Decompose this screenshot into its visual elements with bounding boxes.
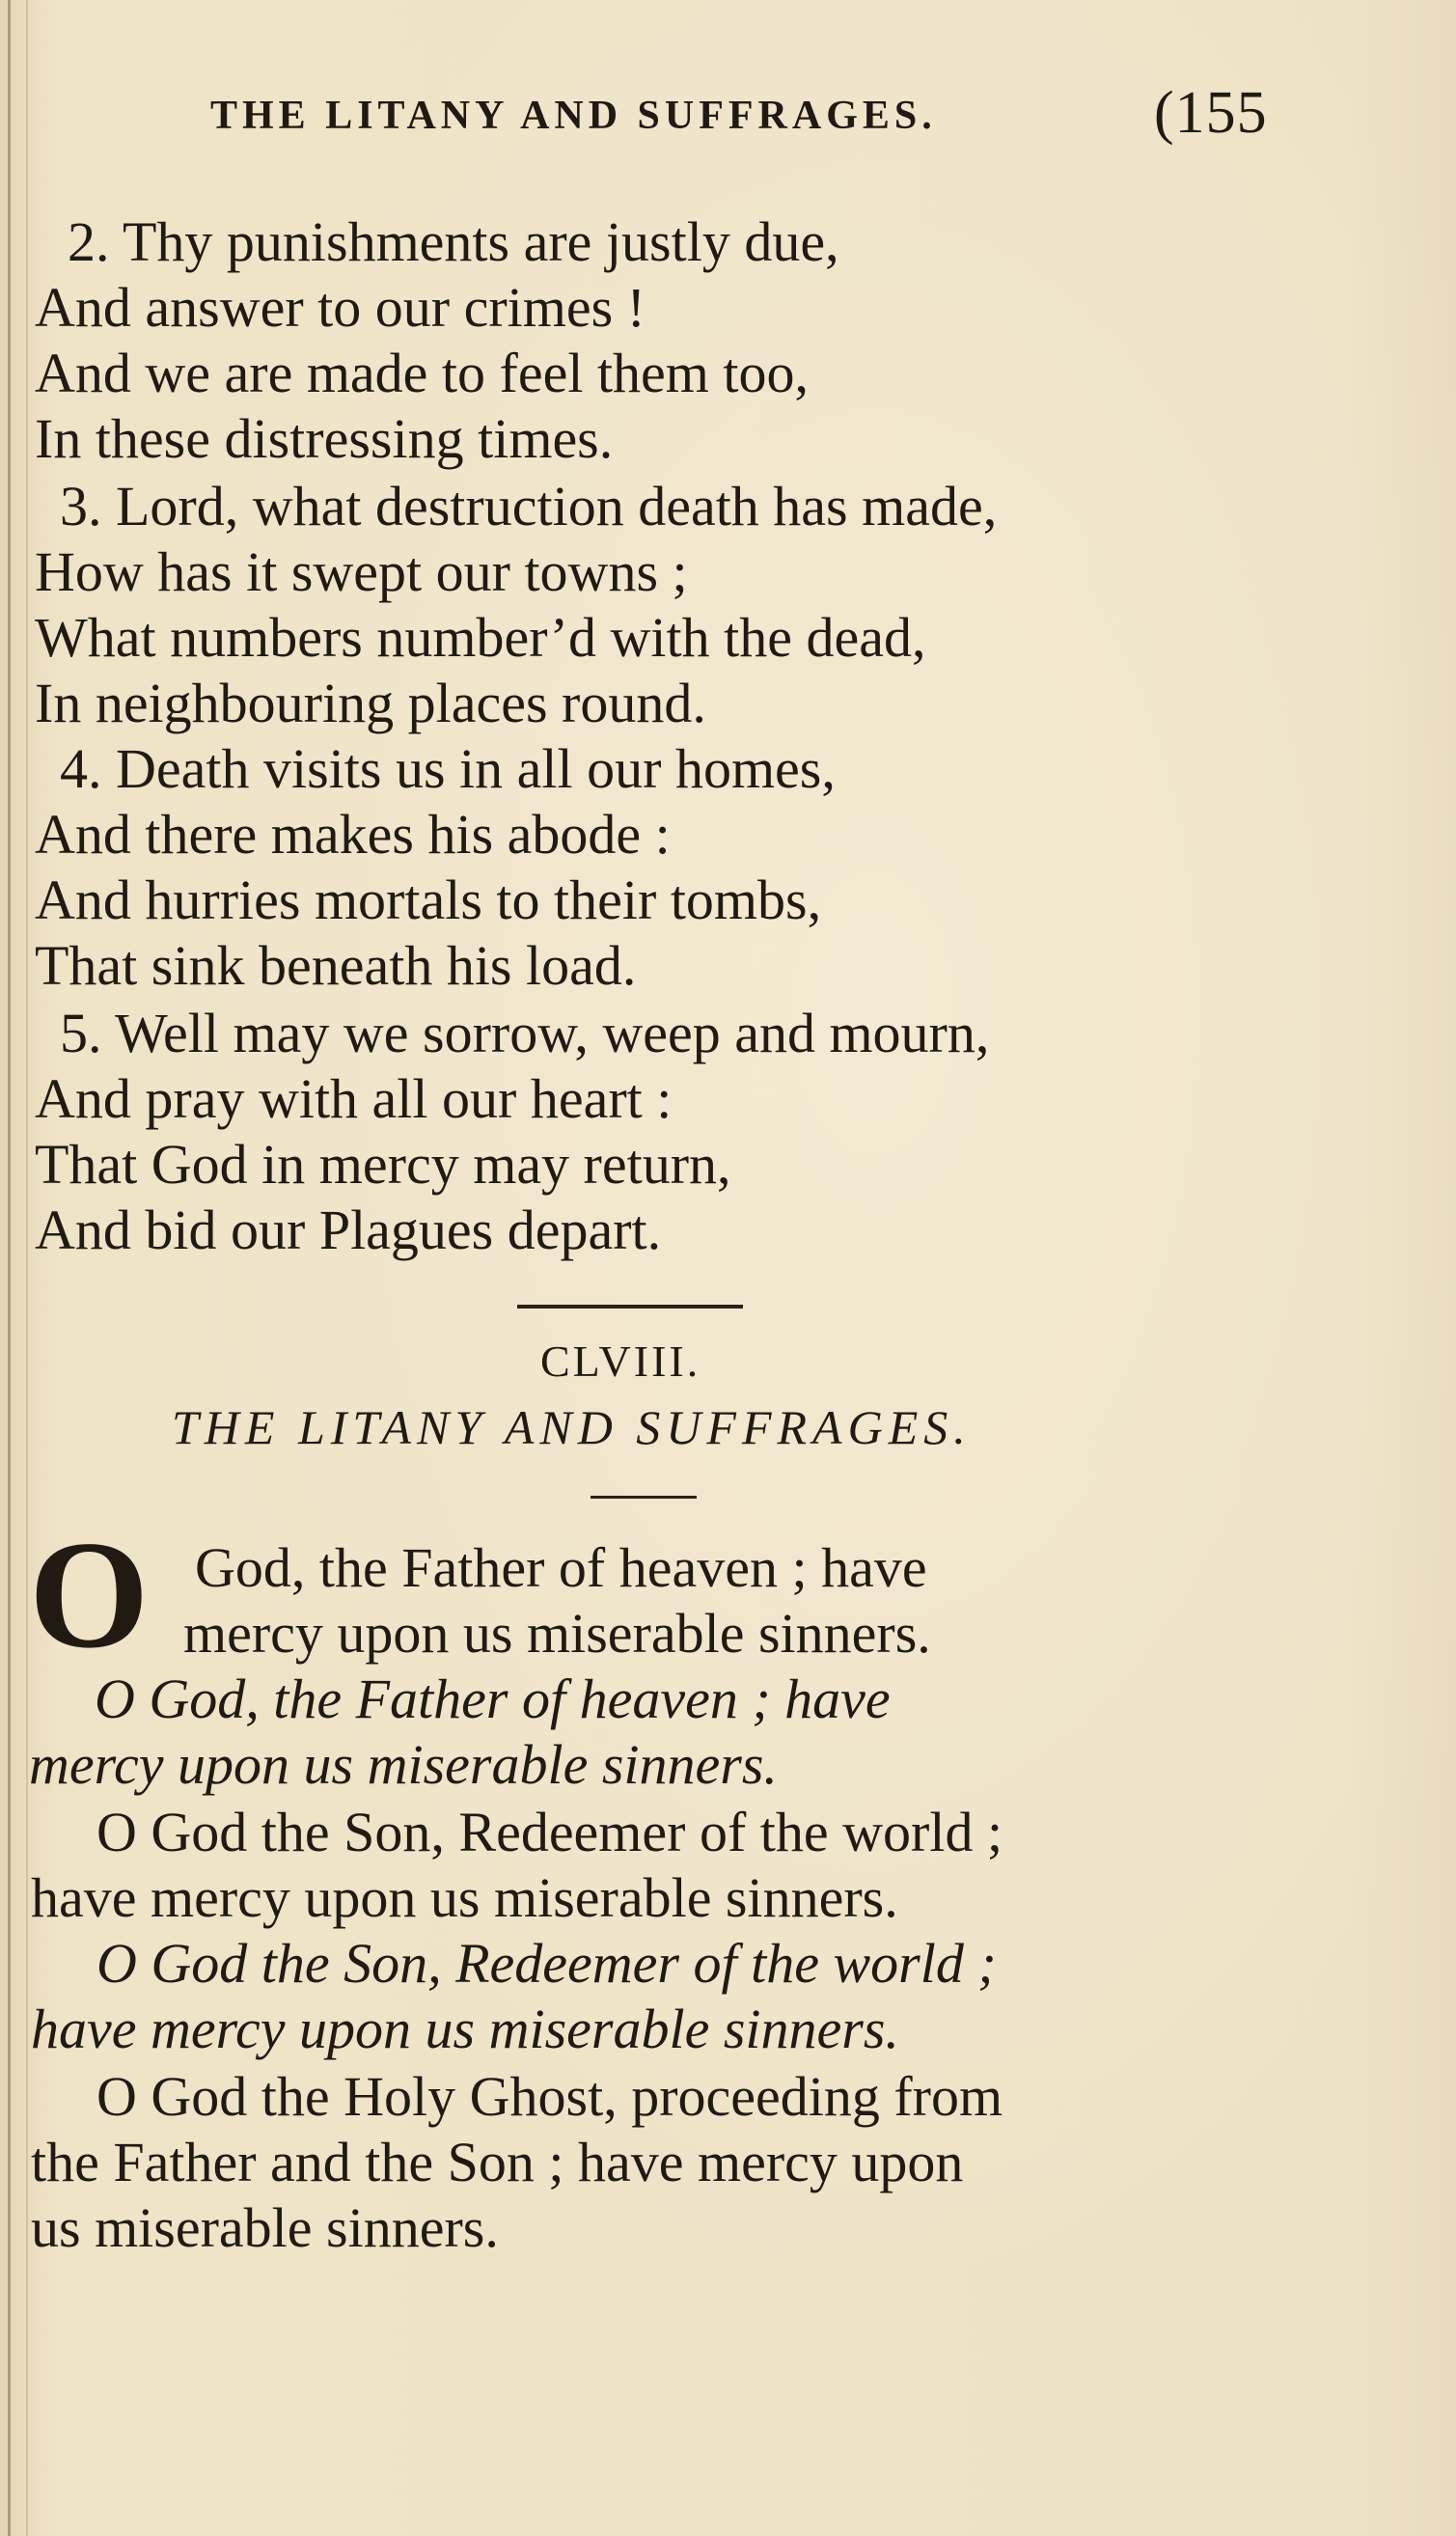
litany-line: God, the Father of heaven ; have xyxy=(195,1536,927,1599)
hymn-line: And there makes his abode : xyxy=(35,803,671,866)
hymn-line: And hurries mortals to their tombs, xyxy=(35,868,822,931)
hymn-line: 5. Well may we sorrow, weep and mourn, xyxy=(60,1002,990,1064)
running-head: THE LITANY AND SUFFRAGES. xyxy=(210,94,937,138)
hymn-line: That sink beneath his load. xyxy=(35,934,637,997)
hymn-line: In neighbouring places round. xyxy=(35,672,706,734)
hymn-line: 3. Lord, what destruction death has made, xyxy=(60,475,998,538)
hymn-line: And answer to our crimes ! xyxy=(35,276,646,339)
hymn-line: And bid our Plagues depart. xyxy=(35,1199,662,1261)
hymn-line: That God in mercy may return, xyxy=(35,1133,731,1196)
litany-line: mercy upon us miserable sinners. xyxy=(183,1602,931,1665)
litany-line-response: O God the Son, Redeemer of the world ; xyxy=(96,1932,997,1995)
hymn-line: How has it swept our towns ; xyxy=(35,540,688,603)
litany-line-response: have mercy upon us miserable sinners. xyxy=(31,1998,899,2060)
drop-cap: O xyxy=(29,1508,150,1680)
hymn-line: In these distressing times. xyxy=(35,407,614,470)
litany-line-response: mercy upon us miserable sinners. xyxy=(29,1733,778,1796)
page-header xyxy=(210,80,1330,146)
litany-line: the Father and the Son ; have mercy upon xyxy=(31,2131,964,2193)
page-gutter xyxy=(8,0,28,2536)
litany-line: us miserable sinners. xyxy=(31,2196,499,2259)
hymn-line: What numbers number’d with the dead, xyxy=(35,606,926,669)
hymn-line: And we are made to feel them too, xyxy=(35,342,810,404)
litany-line: have mercy upon us miserable sinners. xyxy=(31,1866,898,1929)
title-divider-rule xyxy=(591,1496,697,1499)
hymn-line: 2. Thy punishments are justly due, xyxy=(68,210,839,273)
hymn-line: 4. Death visits us in all our homes, xyxy=(60,737,836,800)
litany-line: O God the Holy Ghost, proceeding from xyxy=(96,2065,1003,2128)
page-number: (155 xyxy=(1154,80,1268,146)
litany-line-response: O God, the Father of heaven ; have xyxy=(95,1668,891,1730)
section-number: CLVIII. xyxy=(540,1337,701,1386)
hymn-line: And pray with all our heart : xyxy=(35,1067,673,1130)
section-title: THE LITANY AND SUFFRAGES. xyxy=(172,1400,972,1454)
litany-line: O God the Son, Redeemer of the world ; xyxy=(96,1801,1003,1863)
section-divider-rule xyxy=(517,1305,743,1309)
